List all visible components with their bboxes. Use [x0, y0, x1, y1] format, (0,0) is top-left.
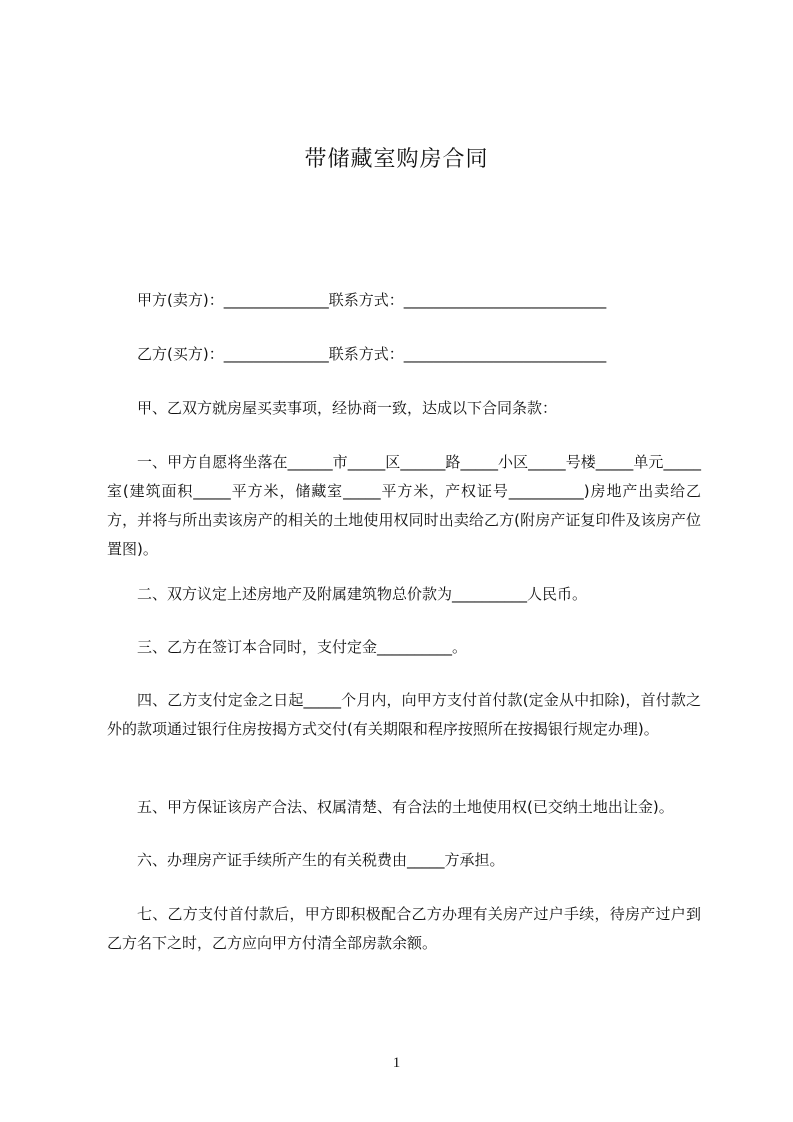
clause-5: 五、甲方保证该房产合法、权属清楚、有合法的土地使用权(已交纳土地出让金)。 [137, 798, 674, 816]
clause-4: 四、乙方支付定金之日起_____个月内，向甲方支付首付款(定金从中扣除)，首付款之外的款项通过银行住房按揭方式交付(有关期限和程序按照所在按揭银行规定办理)。 [107, 691, 701, 738]
page-number: 1 [392, 1055, 401, 1071]
clause-7: 七、乙方支付首付款后，甲方即积极配合乙方办理有关房产过户手续，待房产过户到乙方名下之时，乙方应向甲方付清全部房款余额。 [107, 905, 701, 952]
intro-line: 甲、乙双方就房屋买卖事项，经协商一致，达成以下合同条款： [137, 399, 558, 417]
party-a-line: 甲方(卖方)：______________联系方式：___________________________ [137, 291, 607, 309]
clause-1: 一、甲方自愿将坐落在______市_____区______路_____小区_____号楼_____单元_____室(建筑面积_____平方米，储藏室_____平方米，产权证号__________)房地产出卖给乙方，并将与所出卖该房产的相关的土地使用权同时出卖给乙方(附房产证复印件及该房产位置图)。 [107, 453, 701, 558]
document-title: 带储藏室购房合同 [304, 147, 489, 172]
clause-6: 六、办理房产证手续所产生的有关税费由_____方承担。 [137, 851, 505, 869]
clause-2: 二、双方议定上述房地产及附属建筑物总价款为__________人民币。 [137, 585, 588, 603]
clause-3: 三、乙方在签订本合同时，支付定金__________。 [137, 638, 468, 656]
party-b-line: 乙方(买方)：______________联系方式：___________________________ [137, 345, 607, 363]
